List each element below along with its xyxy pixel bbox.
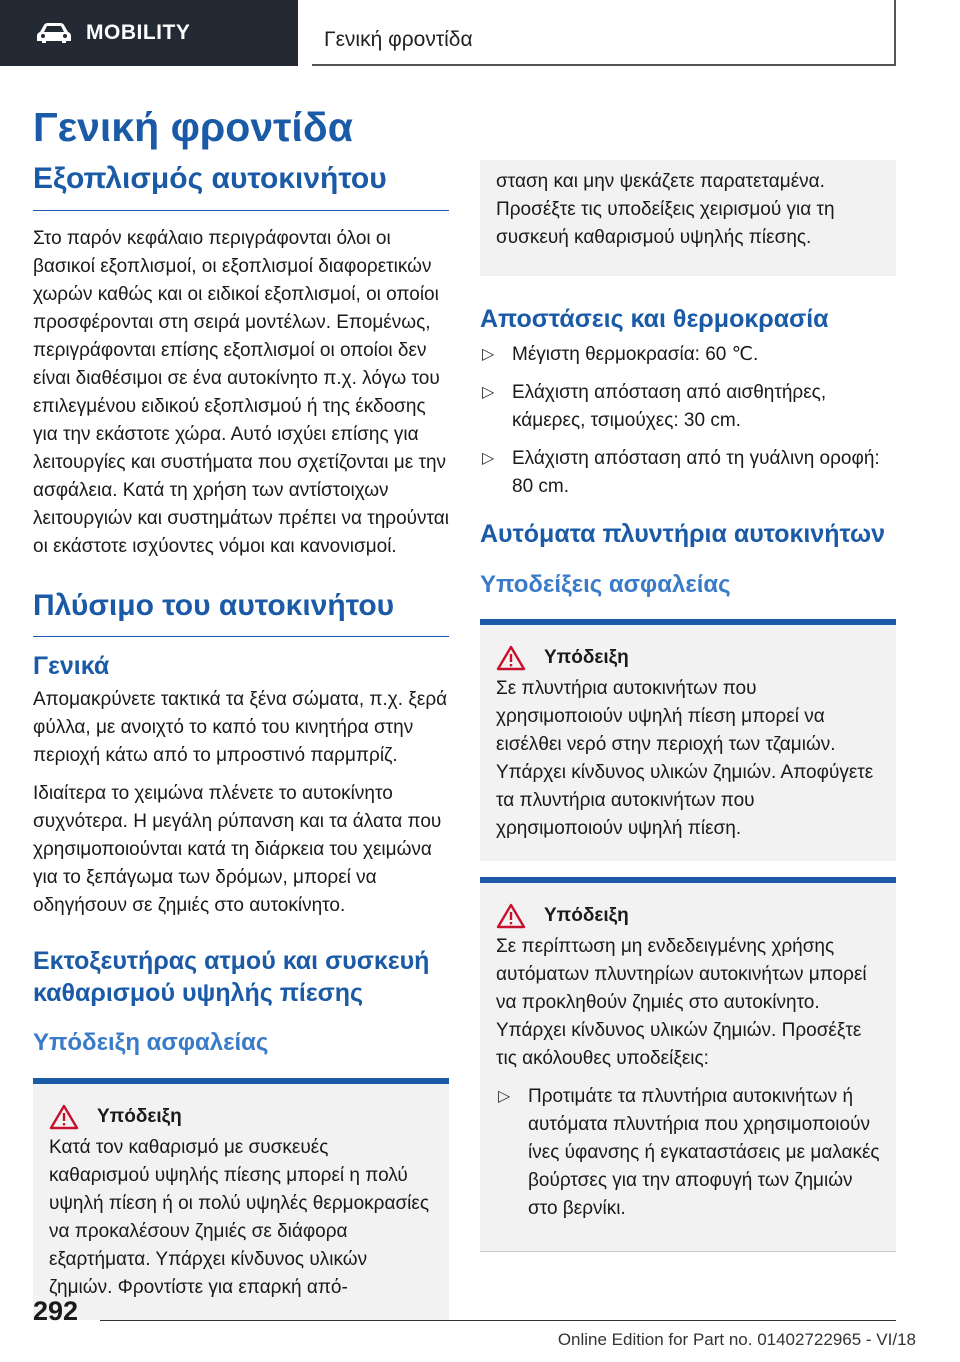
- bullet-triangle-icon: ▷: [482, 450, 495, 468]
- car-wash-heading: Αυτόματα πλυντήρια αυτοκινήτων: [480, 520, 886, 549]
- list-item: ▷ Μέγιστη θερμοκρασία: 60 ℃.: [480, 341, 896, 369]
- warning-triangle-icon: [496, 903, 526, 929]
- notice-continuation: [480, 160, 896, 276]
- list-item: ▷ Ελάχιστη απόσταση από τη γυάλινη οροφή: 80 cm.: [480, 445, 896, 501]
- general-paragraph-2: Ιδιαίτερα το χειμώνα πλένετε το αυτοκίνητο συχνότερα. Η μεγάλη ρύπανση και τα άλατα που χρησιμοποιούνται κατά τη διάρκεια του χειμώνα για το ξεπάγωμα των δρόμων, μπορεί να οδηγήσουν σε ζημιές στο αυτοκίνητο.: [33, 783, 442, 917]
- edition-note: Online Edition for Part no. 01402722965 - VI/18: [557, 1330, 916, 1349]
- notice-box-1: [480, 619, 896, 861]
- notice-continuation-text: σταση και μην ψεκάζετε παρατεταμένα. Προσέξτε τις υποδείξεις χειρισμού για τη συσκευή καθαρισμού υψηλής πίεσης.: [496, 171, 835, 248]
- equipment-text: Στο παρόν κεφάλαιο περιγράφονται όλοι οι βασικοί εξοπλισμοί, οι εξοπλισμοί διαφορετικών χωρών καθώς και οι ειδικοί εξοπλισμοί, οι οποίοι προσφέρονται στη σειρά μοντέλων. Επομένως, περιγράφονται επίσης εξοπλισμοί οι οποίοι δεν είναι διαθέσιμοι σε ένα αυτοκίνητο π.χ. λόγω του επιλεγμένου ειδικού εξοπλισμού ή της έκδοσης για την εκάστοτε χώρα. Αυτό ισχύει επίσης για λειτουργίες και συστήματα που σχετίζονται με την ασφάλεια. Κατά τη χρήση των αντίστοιχων λειτουργιών και συστημάτων πρέπει να τηρούνται οι εκάστοτε ισχύοντες νόμοι και κανονισμοί.: [33, 227, 449, 557]
- washing-heading: Πλύσιμο του αυτοκινήτου: [33, 587, 449, 638]
- section-end-line: [480, 1251, 896, 1252]
- general-paragraph-1: Απομακρύνετε τακτικά τα ξένα σώματα, π.χ. ξερά φύλλα, με ανοιχτό το καπό του κινητήρα στην περιοχή κάτω από το μπροστινό παρμπρίζ.: [33, 689, 448, 767]
- safety-notes-heading: Υποδείξεις ασφαλείας: [480, 570, 731, 598]
- notice-text: Σε πλυντήρια αυτοκινήτων που χρησιμοποιούν υψηλή πίεση μπορεί να εισέλθει νερό στην περιοχή των τζαμιών. Υπάρχει κίνδυνος υλικών ζημιών. Αποφύγετε τα πλυντήρια αυτοκινήτων που χρησιμοποιούν υψηλή πίεση.: [496, 678, 874, 840]
- notice-list: [496, 1083, 880, 1223]
- distances-heading: Αποστάσεις και θερμοκρασία: [480, 305, 829, 333]
- page-header: [0, 0, 960, 66]
- warning-triangle-icon: [496, 645, 526, 671]
- notice-text: Κατά τον καθαρισμό με συσκευές καθαρισμού υψηλής πίεσης μπορεί η πολύ υψηλή πίεση ή οι πολύ υψηλές θερμοκρασίες να προκαλέσουν ζημιές σε διάφορα εξαρτήματα. Υπάρχει κίνδυνος υλικών ζημιών. Φροντίστε για επαρκή από-: [49, 1136, 430, 1298]
- bullet-triangle-icon: ▷: [482, 384, 495, 402]
- footer-divider: [100, 1320, 896, 1321]
- steam-cleaner-heading: Εκτοξευτήρας ατμού και συσκευή καθαρισμού υψηλής πίεσης: [33, 947, 430, 1007]
- notice-text: Σε περίπτωση μη ενδεδειγμένης χρήσης αυτόματων πλυντηρίων αυτοκινήτων μπορεί να προκληθούν ζημιές στο αυτοκίνητο. Υπάρχει κίνδυνος υλικών ζημιών. Προσέξτε τις ακόλουθες υποδείξεις:: [496, 936, 867, 1070]
- list-item: ▷ Προτιμάτε τα πλυντήρια αυτοκινήτων ή αυτόματα πλυντήρια που χρησιμοποιούν ίνες ύφανσης ή εγκαταστάσεις με μαλακές βούρτσες για την αποφυγή των ζημιών στο βερνίκι.: [496, 1083, 880, 1223]
- list-item: ▷ Ελάχιστη απόσταση από αισθητήρες, κάμερες, τσιμούχες: 30 cm.: [480, 379, 896, 435]
- page-number: 292: [33, 1296, 79, 1326]
- bullet-triangle-icon: ▷: [498, 1088, 511, 1106]
- brand-label: MOBILITY: [86, 21, 191, 44]
- distances-list: [480, 341, 896, 501]
- notice-title: Υπόδειξη: [544, 905, 629, 927]
- brand-block: [0, 0, 298, 66]
- bullet-triangle-icon: ▷: [482, 346, 495, 364]
- general-heading: Γενικά: [33, 652, 110, 680]
- section-tab: Γενική φροντίδα: [312, 0, 896, 66]
- left-column: [33, 160, 449, 1320]
- safety-note-heading: Υπόδειξη ασφαλείας: [33, 1028, 269, 1056]
- notice-box-2: [480, 877, 896, 1251]
- warning-triangle-icon: [49, 1104, 79, 1130]
- page-title: Γενική φροντίδα: [33, 104, 353, 150]
- equipment-heading: Εξοπλισμός αυτοκινήτου: [33, 160, 449, 211]
- right-column: [480, 160, 896, 1252]
- notice-box: [33, 1078, 449, 1320]
- notice-title: Υπόδειξη: [97, 1105, 182, 1127]
- car-icon: [36, 22, 72, 44]
- notice-title: Υπόδειξη: [544, 647, 629, 669]
